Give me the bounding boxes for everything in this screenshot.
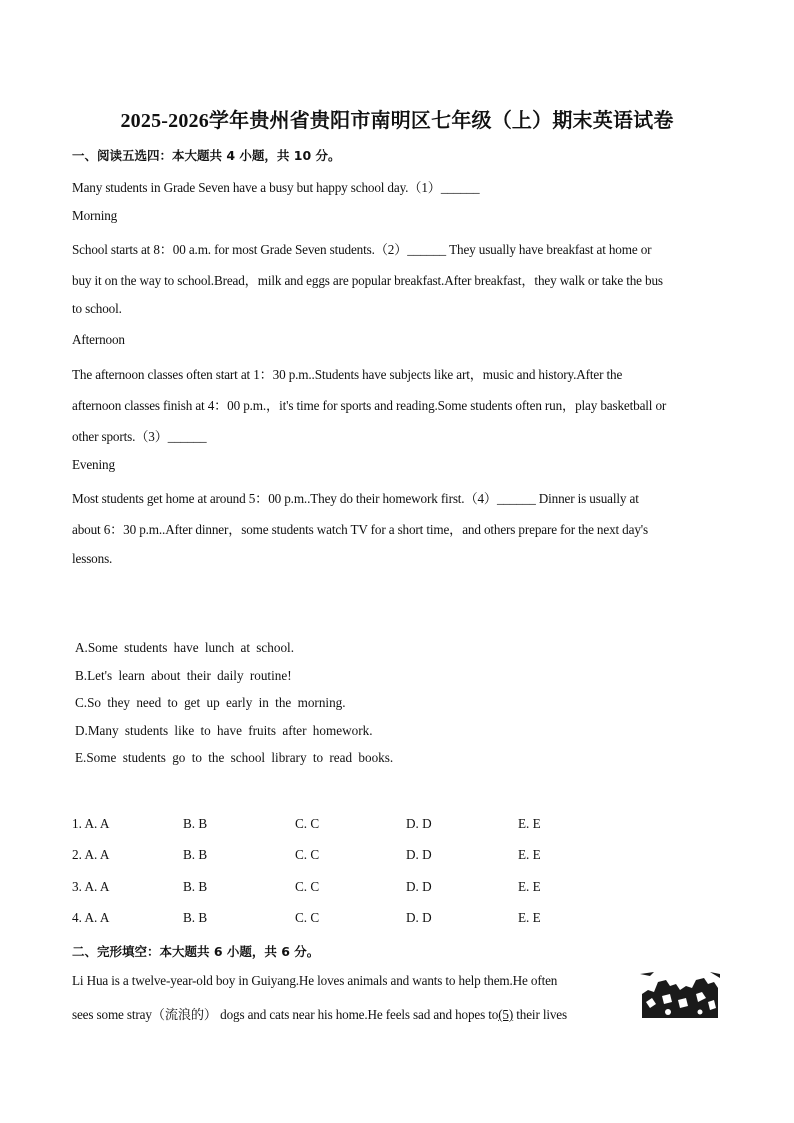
question-row-3 [72, 879, 672, 897]
passage-line: about 6：30 p.m..After dinner，some students watch TV for a short time，and others prepare for the next day's [72, 522, 648, 537]
choice-c[interactable]: C. C [295, 847, 320, 862]
passage-line: Afternoon [72, 332, 125, 347]
option-c: C.So they need to get up early in the morning. [75, 695, 346, 710]
choice-c[interactable]: C. C [295, 879, 320, 894]
passage-line: buy it on the way to school.Bread，milk and eggs are popular breakfast.After breakfast，they walk or take the bus [72, 273, 663, 288]
passage-line: Many students in Grade Seven have a busy but happy school day.（1）______ [72, 180, 480, 195]
passage-line: to school. [72, 301, 122, 316]
choice-e[interactable]: E. E [518, 816, 541, 831]
passage-line: Evening [72, 457, 115, 472]
section1-heading: 一、阅读五选四：本大题共 4 小题，共 10 分。 [72, 148, 341, 163]
choice-d[interactable]: D. D [406, 879, 432, 894]
passage-line: The afternoon classes often start at 1：30 p.m..Students have subjects like art，music and history.After the [72, 367, 623, 382]
blank-5: (5) [498, 1007, 514, 1022]
choice-a[interactable]: 4. A. A [72, 910, 110, 925]
choice-b[interactable]: B. B [183, 910, 208, 925]
cloze-line [72, 1004, 567, 1023]
choice-c[interactable]: C. C [295, 816, 320, 831]
cloze-text: their lives [513, 1007, 567, 1022]
choice-d[interactable]: D. D [406, 816, 432, 831]
stray-animals-photo [640, 972, 720, 1020]
choice-a[interactable]: 2. A. A [72, 847, 110, 862]
choice-a[interactable]: 1. A. A [72, 816, 110, 831]
choice-e[interactable]: E. E [518, 879, 541, 894]
passage-line: Most students get home at around 5：00 p.m..They do their homework first.（4）______ Dinner is usually at [72, 491, 639, 506]
choice-d[interactable]: D. D [406, 847, 432, 862]
option-b: B.Let's learn about their daily routine! [75, 668, 292, 683]
question-row-1 [72, 816, 672, 834]
question-row-4 [72, 910, 672, 928]
question-row-2 [72, 847, 672, 865]
passage-line: Morning [72, 208, 118, 223]
choice-d[interactable]: D. D [406, 910, 432, 925]
passage-line: afternoon classes finish at 4：00 p.m.，it's time for sports and reading.Some students often run，play basketball or [72, 398, 667, 413]
option-e: E.Some students go to the school library to read books. [75, 750, 394, 765]
choice-b[interactable]: B. B [183, 879, 208, 894]
cloze-line: Li Hua is a twelve-year-old boy in Guiyang.He loves animals and wants to help them.He often [72, 973, 558, 988]
page-title: 2025-2026学年贵州省贵阳市南明区七年级（上）期末英语试卷 [120, 110, 674, 132]
choice-b[interactable]: B. B [183, 816, 208, 831]
passage-line: lessons. [72, 551, 113, 566]
choice-a[interactable]: 3. A. A [72, 879, 110, 894]
option-d: D.Many students like to have fruits after homework. [75, 723, 373, 738]
choice-b[interactable]: B. B [183, 847, 208, 862]
option-a: A.Some students have lunch at school. [75, 640, 295, 655]
passage-line: School starts at 8：00 a.m. for most Grade Seven students.（2）______ They usually have breakfast at home or [72, 242, 652, 257]
choice-e[interactable]: E. E [518, 847, 541, 862]
passage-line: other sports.（3）______ [72, 429, 207, 444]
choice-c[interactable]: C. C [295, 910, 320, 925]
cloze-text: sees some stray（流浪的） dogs and cats near his home.He feels sad and hopes to [72, 1007, 499, 1022]
section2-heading: 二、完形填空：本大题共 6 小题，共 6 分。 [72, 944, 320, 959]
choice-e[interactable]: E. E [518, 910, 541, 925]
